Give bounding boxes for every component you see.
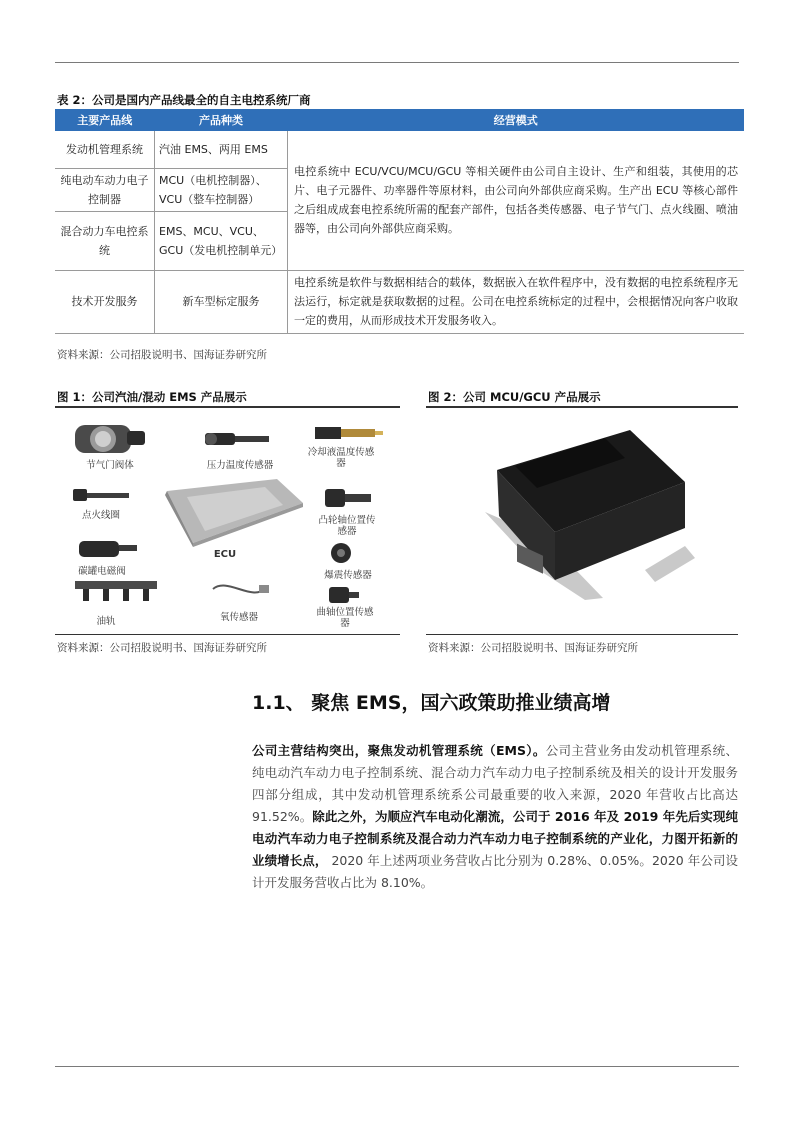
- figure1-top-rule: [55, 406, 400, 408]
- pressure-sensor-image: [197, 423, 277, 455]
- para-text: 2020 年上述两项业务营收占比分别为 0.28%、0.05%。2020 年公司设计开发服务营收占比为 8.10%。: [252, 853, 738, 890]
- table-header-row: [55, 109, 744, 131]
- header-rule: [55, 62, 739, 63]
- section-heading: 1.1、 聚焦 EMS，国六政策助推业绩高增: [252, 692, 611, 714]
- table-title: 表 2：公司是国内产品线最全的自主电控系统厂商: [57, 93, 311, 107]
- para-bold-emphasis: 除此之外，为顺应汽车电动化潮流，公司于 2016 年及 2019 年先后实现纯电动汽车动力电子控制系统及混合动力汽车动力电子控制系统的产业化，力图开拓新的业绩增长点，: [252, 809, 738, 868]
- figure2-bottom-rule: [426, 634, 738, 635]
- table-row: [55, 270, 744, 333]
- cell-mode-shared: 电控系统中 ECU/VCU/MCU/GCU 等相关硬件由公司自主设计、生产和组装，其使用的芯片、电子元器件、功率器件等原材料，由公司向外部供应商采购。生产出 ECU 等核心部件之后组成成套电控系统所需的配套产部件，包括各类传感器、电子节气门、点火线圈、喷油器等，由公司向外部供应商采购。: [288, 131, 745, 270]
- cell-kind: 汽油 EMS、两用 EMS: [155, 131, 288, 168]
- label-ignition: 点火线圈: [81, 510, 120, 521]
- label-coolant: 冷却液温度传感器: [307, 447, 375, 469]
- footer-rule: [55, 1066, 739, 1067]
- cell-kind: 新车型标定服务: [155, 270, 288, 333]
- figure1-title: 图 1：公司汽油/混动 EMS 产品展示: [57, 390, 247, 404]
- throttle-body-image: [65, 417, 151, 459]
- figure2-title: 图 2：公司 MCU/GCU 产品展示: [428, 390, 601, 404]
- header-product-kind: 产品种类: [155, 109, 288, 131]
- cell-mode-service: 电控系统是软件与数据相结合的载体，数据嵌入在软件程序中，没有数据的电控系统程序无法运行，标定就是获取数据的过程。公司在电控系统标定的过程中，会根据情况向客户收取一定的费用，从而形成技术开发服务收入。: [288, 270, 745, 333]
- knock-sensor-image: [325, 537, 361, 567]
- canister-valve-image: [71, 533, 143, 563]
- cell-line: 纯电动车动力电子控制器: [55, 168, 155, 211]
- table-source: 资料来源：公司招股说明书、国海证券研究所: [57, 349, 267, 361]
- header-product-line: 主要产品线: [55, 109, 155, 131]
- cell-kind: MCU（电机控制器）、VCU（整车控制器）: [155, 168, 288, 211]
- crank-sensor-image: [323, 583, 363, 609]
- body-paragraph: [252, 740, 738, 894]
- label-canister: 碳罐电磁阀: [78, 566, 126, 577]
- figure2-top-rule: [426, 406, 738, 408]
- cell-line: 混合动力车电控系统: [55, 211, 155, 270]
- figure1-source: 资料来源：公司招股说明书、国海证券研究所: [57, 642, 267, 654]
- label-throttle: 节气门阀体: [86, 460, 134, 471]
- product-line-table: [55, 109, 744, 334]
- table-row: [55, 131, 744, 168]
- cell-line: 发动机管理系统: [55, 131, 155, 168]
- cam-sensor-image: [319, 481, 379, 515]
- ems-product-image: [57, 415, 397, 630]
- figure1-bottom-rule: [55, 634, 400, 635]
- label-crank: 曲轴位置传感器: [316, 607, 374, 629]
- label-oxygen: 氧传感器: [219, 612, 258, 623]
- cell-line: 技术开发服务: [55, 270, 155, 333]
- para-bold-lead: 公司主营结构突出，聚焦发动机管理系统（EMS）。: [252, 743, 546, 758]
- label-knock: 爆震传感器: [324, 570, 372, 581]
- para-text: 公司主营业务由发动机管理系统、纯电动汽车动力电子控制系统、混合动力汽车动力电子控制系统及相关的设计开发服务四部分组成，其中发动机管理系统系公司最重要的收入来源，2020 年营收占比高达 91.52%。: [252, 743, 738, 824]
- header-business-mode: 经营模式: [288, 109, 745, 131]
- figure2-source: 资料来源：公司招股说明书、国海证券研究所: [428, 642, 638, 654]
- label-rail: 油轨: [96, 616, 116, 627]
- mcu-gcu-image: [475, 420, 710, 605]
- oxygen-sensor-image: [207, 575, 271, 605]
- label-ecu: ECU: [213, 549, 237, 560]
- ecu-image: [157, 473, 307, 549]
- label-pressure: 压力温度传感器: [206, 460, 274, 471]
- cell-kind: EMS、MCU、VCU、GCU（发电机控制单元）: [155, 211, 288, 270]
- ignition-coil-image: [71, 483, 133, 509]
- label-cam: 凸轮轴位置传感器: [318, 515, 376, 537]
- coolant-sensor-image: [307, 417, 387, 447]
- fuel-rail-image: [71, 575, 161, 605]
